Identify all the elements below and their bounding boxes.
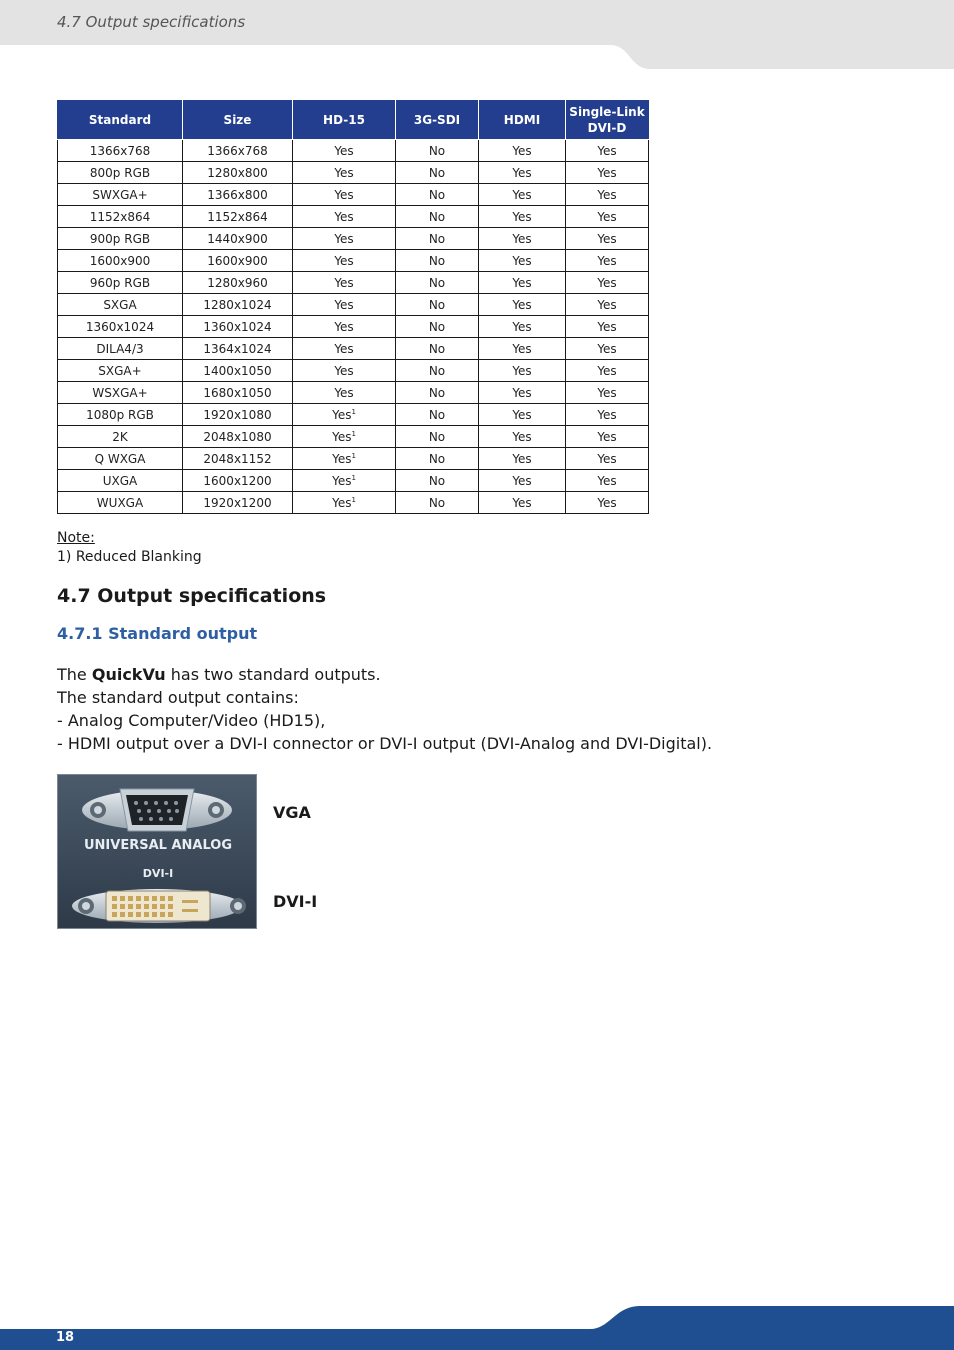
panel-label: UNIVERSAL ANALOG <box>83 838 233 853</box>
table-cell: Yes <box>566 338 649 360</box>
header-3g-sdi: 3G-SDI <box>396 101 479 140</box>
table-cell: Yes <box>566 426 649 448</box>
footer-band <box>0 1300 954 1350</box>
table-cell: Yes <box>293 360 396 382</box>
table-cell: 1600x900 <box>183 250 293 272</box>
table-cell: Yes <box>566 140 649 162</box>
table-cell: 1400x1050 <box>183 360 293 382</box>
table-row <box>58 272 649 294</box>
resolution-table <box>57 100 649 514</box>
dvi-callout: DVI-I <box>273 892 318 911</box>
table-cell: Yes$^1$ <box>293 404 396 426</box>
table-cell: No <box>396 316 479 338</box>
table-row <box>58 470 649 492</box>
table-row <box>58 184 649 206</box>
table-body <box>58 140 649 514</box>
table-cell: Yes <box>479 294 566 316</box>
header-size: Size <box>183 101 293 140</box>
subsection-heading: 4.7.1 Standard output <box>57 624 258 643</box>
table-cell: Yes <box>566 184 649 206</box>
table-cell: Yes <box>293 382 396 404</box>
table-header-row <box>58 101 649 140</box>
table-cell: 1920x1080 <box>183 404 293 426</box>
table-cell: 2048x1152 <box>183 448 293 470</box>
dvi-panel-label: DVI-I <box>142 867 174 880</box>
table-cell: Yes <box>479 184 566 206</box>
table-cell: Yes <box>566 316 649 338</box>
table-row <box>58 294 649 316</box>
connector-photo <box>57 774 257 929</box>
table-cell: Yes <box>293 294 396 316</box>
table-row <box>58 338 649 360</box>
section-heading: 4.7 Output specifications <box>57 585 327 607</box>
table-cell: 1600x900 <box>58 250 183 272</box>
table-cell: No <box>396 492 479 514</box>
table-cell: Yes <box>479 272 566 294</box>
table-cell: WSXGA+ <box>58 382 183 404</box>
table-row <box>58 448 649 470</box>
table-cell: No <box>396 448 479 470</box>
table-row <box>58 382 649 404</box>
table-cell: Yes <box>479 448 566 470</box>
table-row <box>58 492 649 514</box>
table-cell: Yes <box>479 162 566 184</box>
table-cell: Yes <box>566 448 649 470</box>
table-cell: Yes <box>293 272 396 294</box>
table-cell: 900p RGB <box>58 228 183 250</box>
table-cell: Yes <box>566 492 649 514</box>
table-cell: Yes <box>479 426 566 448</box>
product-name: QuickVu <box>91 665 166 684</box>
table-cell: No <box>396 206 479 228</box>
table-cell: Yes <box>566 228 649 250</box>
table-cell: DILA4/3 <box>58 338 183 360</box>
intro-line: The QuickVu has two standard outputs. <box>57 665 381 684</box>
table-cell: Yes <box>566 272 649 294</box>
table-cell: Yes <box>566 470 649 492</box>
table-cell: Yes <box>293 228 396 250</box>
table-cell: No <box>396 470 479 492</box>
table-cell: 1152x864 <box>183 206 293 228</box>
table-cell: Yes <box>479 316 566 338</box>
table-cell: Yes <box>293 140 396 162</box>
table-cell: Yes <box>293 338 396 360</box>
body-line: - Analog Computer/Video (HD15), <box>57 711 326 730</box>
table-cell: Yes <box>566 294 649 316</box>
table-cell: Yes <box>566 250 649 272</box>
table-cell: 800p RGB <box>58 162 183 184</box>
table-cell: No <box>396 404 479 426</box>
table-cell: Yes <box>566 404 649 426</box>
table-cell: Yes$^1$ <box>293 492 396 514</box>
table-cell: SWXGA+ <box>58 184 183 206</box>
table-cell: 1600x1200 <box>183 470 293 492</box>
table-cell: 2048x1080 <box>183 426 293 448</box>
page-number: 18 <box>56 1330 75 1345</box>
table-cell: Yes <box>566 382 649 404</box>
table-cell: Yes$^1$ <box>293 470 396 492</box>
table-cell: 1280x800 <box>183 162 293 184</box>
table-cell: 1360x1024 <box>58 316 183 338</box>
table-cell: 2K <box>58 426 183 448</box>
header-hdmi: HDMI <box>479 101 566 140</box>
table-cell: Yes <box>566 162 649 184</box>
body-line: The standard output contains: <box>57 688 299 707</box>
table-cell: Yes <box>479 206 566 228</box>
table-cell: No <box>396 228 479 250</box>
table-cell: Yes <box>479 228 566 250</box>
table-cell: Yes <box>479 492 566 514</box>
table-cell: Yes <box>479 470 566 492</box>
note-label: Note: <box>57 530 95 546</box>
body-paragraph <box>57 663 712 755</box>
table-cell: SXGA+ <box>58 360 183 382</box>
table-cell: UXGA <box>58 470 183 492</box>
table-row <box>58 360 649 382</box>
table-cell: 1280x960 <box>183 272 293 294</box>
table-cell: No <box>396 162 479 184</box>
table-cell: Yes$^1$ <box>293 448 396 470</box>
note-text: 1) Reduced Blanking <box>57 549 202 565</box>
table-row <box>58 228 649 250</box>
table-cell: Yes <box>479 360 566 382</box>
table-cell: Yes <box>293 184 396 206</box>
table-cell: No <box>396 360 479 382</box>
table-cell: Yes <box>293 316 396 338</box>
table-cell: No <box>396 272 479 294</box>
table-row <box>58 206 649 228</box>
table-cell: Yes$^1$ <box>293 426 396 448</box>
table-cell: No <box>396 250 479 272</box>
header-hd15: HD-15 <box>293 101 396 140</box>
table-cell: Yes <box>566 360 649 382</box>
table-cell: 1152x864 <box>58 206 183 228</box>
table-cell: 1280x1024 <box>183 294 293 316</box>
table-row <box>58 140 649 162</box>
table-cell: Yes <box>479 404 566 426</box>
table-cell: SXGA <box>58 294 183 316</box>
table-cell: No <box>396 184 479 206</box>
body-line: - HDMI output over a DVI-I connector or DVI-I output (DVI-Analog and DVI-Digital). <box>57 734 713 753</box>
table-cell: Yes <box>479 338 566 360</box>
table-cell: Yes <box>479 250 566 272</box>
table-cell: No <box>396 294 479 316</box>
table-cell: 1920x1200 <box>183 492 293 514</box>
table-cell: 1366x768 <box>183 140 293 162</box>
table-cell: Yes <box>293 206 396 228</box>
table-row <box>58 404 649 426</box>
table-cell: Yes <box>479 140 566 162</box>
table-row <box>58 426 649 448</box>
table-cell: No <box>396 140 479 162</box>
table-cell: No <box>396 382 479 404</box>
table-cell: Yes <box>293 162 396 184</box>
table-cell: 1360x1024 <box>183 316 293 338</box>
table-row <box>58 162 649 184</box>
table-cell: 1080p RGB <box>58 404 183 426</box>
connector-illustration <box>58 775 256 928</box>
table-cell: Q WXGA <box>58 448 183 470</box>
table-cell: 1366x800 <box>183 184 293 206</box>
table-cell: Yes <box>479 382 566 404</box>
running-header-title: 4.7 Output specifications <box>57 13 246 31</box>
table-cell: WUXGA <box>58 492 183 514</box>
table-cell: Yes <box>566 206 649 228</box>
header-band <box>0 0 954 70</box>
table-cell: 1364x1024 <box>183 338 293 360</box>
table-row <box>58 316 649 338</box>
header-dvi-d: Single-Link DVI-D <box>566 101 649 140</box>
table-cell: Yes <box>293 250 396 272</box>
table-cell: 1366x768 <box>58 140 183 162</box>
vga-callout: VGA <box>273 803 311 822</box>
table-row <box>58 250 649 272</box>
table-cell: No <box>396 426 479 448</box>
table-cell: 1440x900 <box>183 228 293 250</box>
table-cell: No <box>396 338 479 360</box>
header-standard: Standard <box>58 101 183 140</box>
table-cell: 1680x1050 <box>183 382 293 404</box>
table-cell: 960p RGB <box>58 272 183 294</box>
